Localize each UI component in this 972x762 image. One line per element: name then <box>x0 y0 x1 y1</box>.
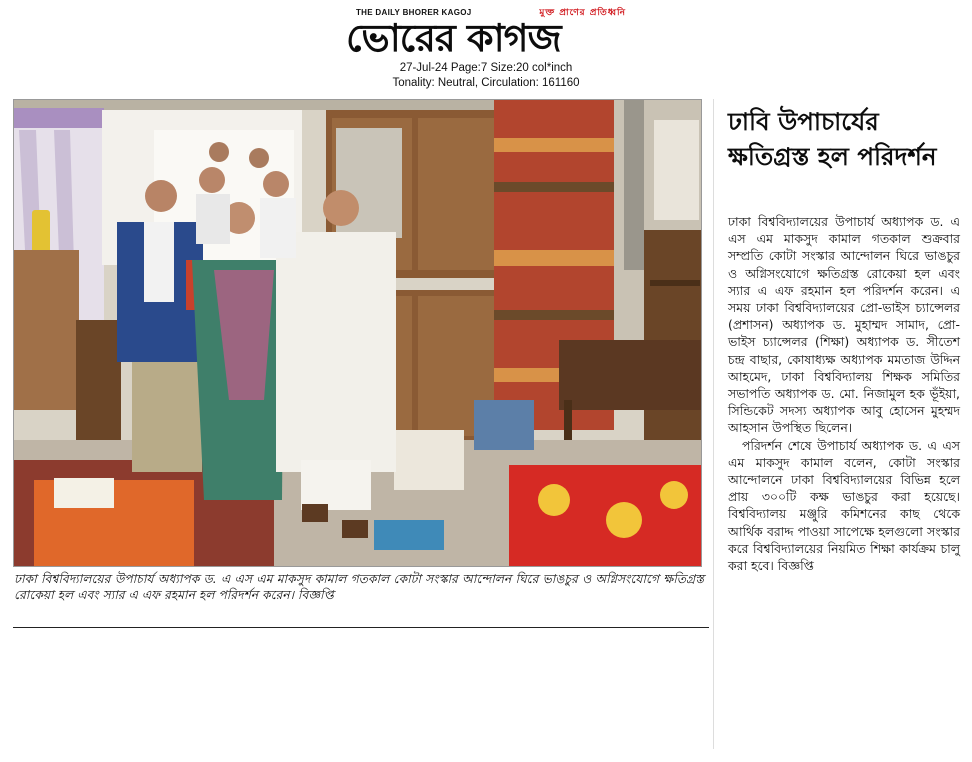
column-divider <box>713 99 714 749</box>
caption-divider <box>13 627 709 628</box>
photo-caption: ঢাকা বিশ্ববিদ্যালয়ের উপাচার্য অধ্যাপক ড. এ এস এম মাকসুদ কামাল গতকাল কোটা সংস্কার আন্দোলন ঘিরে ভাঙচুর ও অগ্নিসংযোগে ক্ষতিগ্রস্ত রোকেয়া হল এবং স্যার এ এফ রহমান হল পরিদর্শন করেন। বিজ্ঞপ্তি <box>14 572 704 602</box>
masthead <box>330 6 640 58</box>
masthead-english-name: THE DAILY BHORER KAGOJ <box>356 8 472 17</box>
masthead-title: ভোরের কাগজ <box>346 16 561 60</box>
article-paragraph-1: ঢাকা বিশ্ববিদ্যালয়ের উপাচার্য অধ্যাপক ড. এ এস এম মাকসুদ কামাল গতকাল শুক্রবার সম্প্রতি কোটা সংস্কার আন্দোলন ঘিরে ভাঙচুর ও অগ্নিসংযোগে ক্ষতিগ্রস্ত রোকেয়া হল এবং স্যার এ এফ রহমান হল পরিদর্শন করেন। এ সময় ঢাকা বিশ্ববিদ্যালয়ের প্রো-ভাইস চ্যান্সেলর (প্রশাসন) অধ্যাপক ড. মুহাম্মদ সামাদ, প্রো-ভাইস চ্যান্সেলর (শিক্ষা) অধ্যাপক ড. সীতেশ চন্দ্র বাছার, কোষাধ্যক্ষ অধ্যাপক মমতাজ উদ্দিন আহমেদ, ঢাকা বিশ্ববিদ্যালয় শিক্ষক সমিতির সভাপতি অধ্যাপক ড. মো. নিজামুল হক ভূঁইয়া, সিন্ডিকেট সদস্য অধ্যাপক আবু হোসেন মুহম্মদ আহসান উপস্থিত ছিলেন। <box>728 214 960 436</box>
article-headline: ঢাবি উপাচার্যের ক্ষতিগ্রস্ত হল পরিদর্শন <box>728 107 937 171</box>
article-body <box>728 213 960 574</box>
article-paragraph-2: পরিদর্শন শেষে উপাচার্য অধ্যাপক ড. এ এস এম মাকসুদ কামাল বলেন, কোটা সংস্কার আন্দোলনে ঢাকা বিশ্ববিদ্যালয়ের বিভিন্ন হলে প্রায় ৩০০টি কক্ষ ভাঙচুর করা হয়েছে। বিশ্ববিদ্যালয় মঞ্জুরি কমিশনের কাছ থেকে আর্থিক বরাদ্দ পাওয়া সাপেক্ষে হলগুলো সংস্কার করে বিশ্ববিদ্যালয়ের নিয়মিত শিক্ষা কার্যক্রম চালু করা হবে। বিজ্ঞপ্তি <box>728 437 960 574</box>
clipping-meta-tonality: Tonality: Neutral, Circulation: 161160 <box>392 77 580 89</box>
masthead-tagline: মুক্ত প্রাণের প্রতিধ্বনি <box>539 8 626 18</box>
news-photo <box>13 99 702 567</box>
clipping-meta-date-page: 27-Jul-24 Page:7 Size:20 col*inch <box>399 62 573 74</box>
